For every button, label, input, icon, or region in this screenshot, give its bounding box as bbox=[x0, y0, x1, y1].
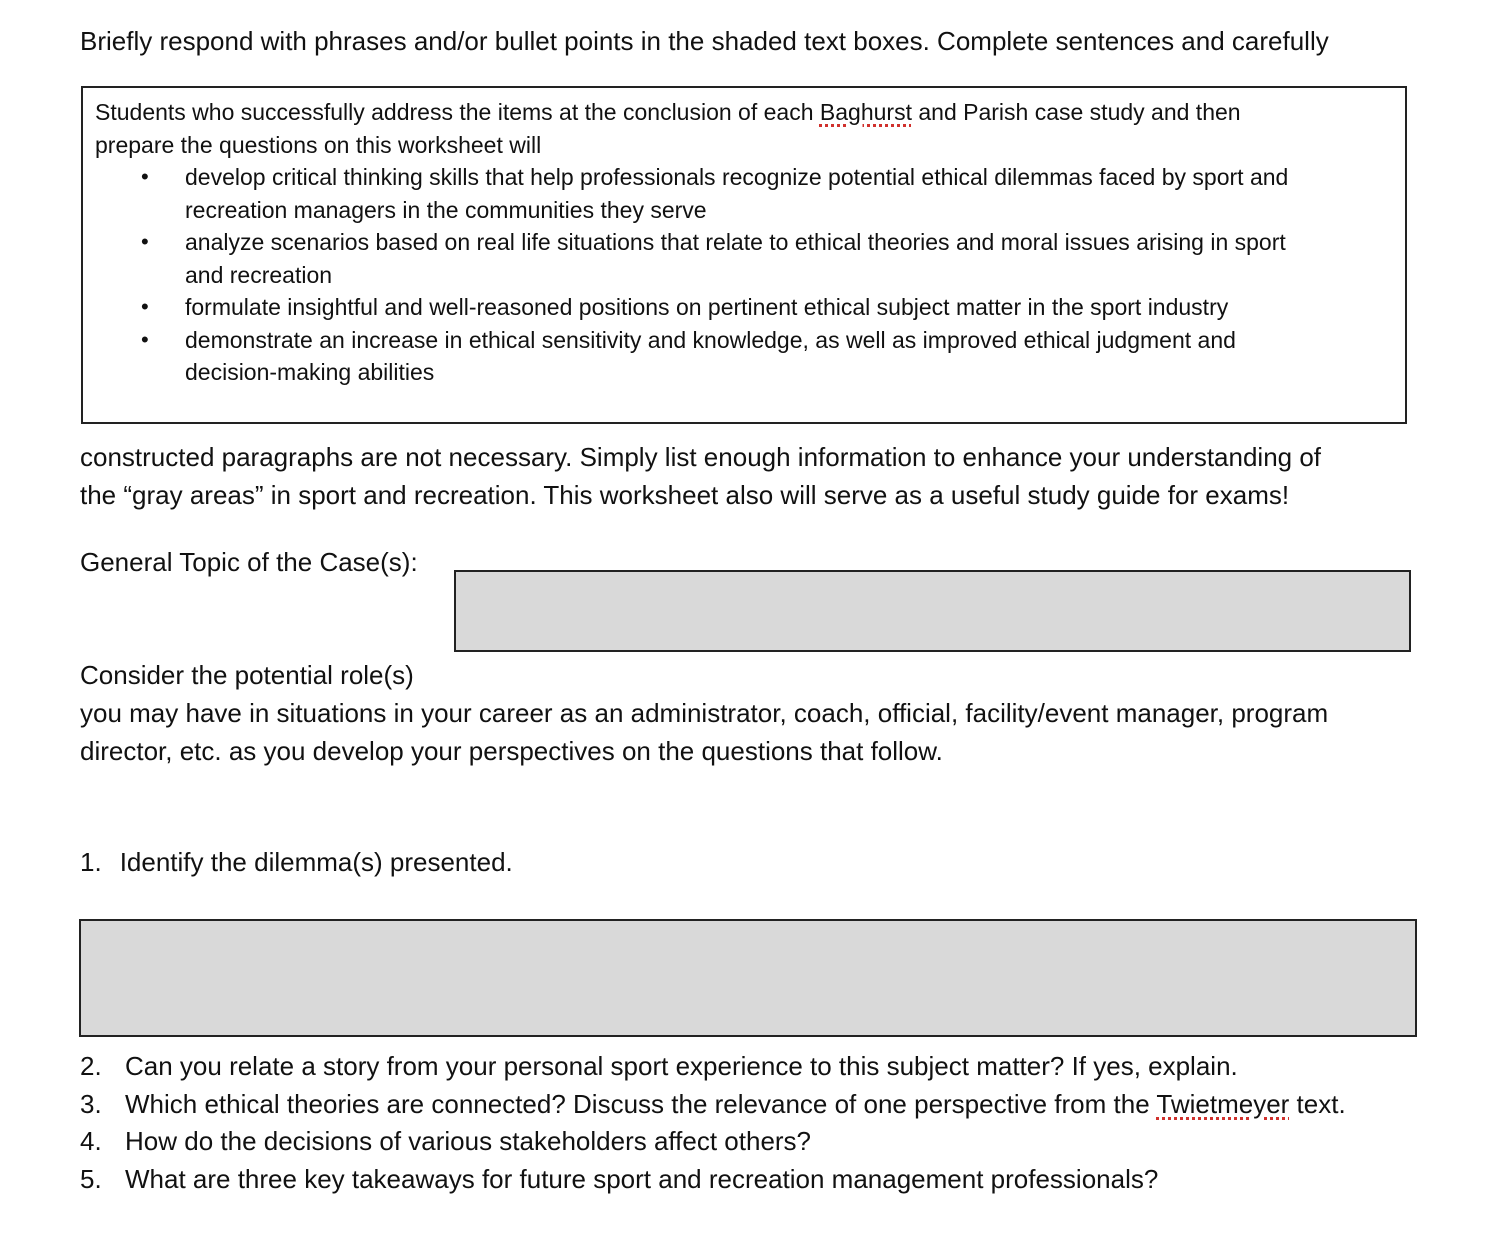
bullet-icon: • bbox=[141, 164, 149, 189]
list-item: • analyze scenarios based on real life situations that relate to ethical theories and moral issues arising in sport and recreation bbox=[95, 226, 1393, 291]
learning-objectives-box bbox=[81, 86, 1407, 424]
dilemma-answer-box[interactable] bbox=[79, 919, 1417, 1037]
question-list bbox=[80, 1048, 1346, 1198]
bullet-icon: • bbox=[141, 294, 149, 319]
question-3: 3. Which ethical theories are connected? Discuss the relevance of one perspective from the Twietmeyer text. bbox=[80, 1088, 1346, 1119]
general-topic-label: General Topic of the Case(s): bbox=[80, 547, 418, 577]
objectives-lead-line-1: Students who successfully address the items at the conclusion of each Baghurst and Parish case study and then bbox=[95, 99, 1241, 125]
question-4: 4. How do the decisions of various stakeholders affect others? bbox=[80, 1126, 812, 1156]
question-1: 1. Identify the dilemma(s) presented. bbox=[80, 847, 513, 877]
question-5: 5. What are three key takeaways for future sport and recreation management professionals? bbox=[80, 1163, 1159, 1194]
question-2: 2. Can you relate a story from your personal sport experience to this subject matter? If yes, explain. bbox=[80, 1051, 1238, 1081]
bullet-icon: • bbox=[141, 229, 149, 254]
objectives-lead bbox=[95, 96, 1393, 161]
instructions-continuation: constructed paragraphs are not necessary. Simply list enough information to enhance your understanding of the “gray areas” in sport and recreation. This worksheet also will serve as a useful study guide for exams! bbox=[80, 442, 1322, 510]
list-item: • develop critical thinking skills that help professionals recognize potential ethical dilemmas faced by sport and recreation managers in the communities they serve bbox=[95, 161, 1393, 226]
clipped-header-remnant bbox=[300, 0, 1060, 4]
spellcheck-word-baghurst[interactable]: Baghurst bbox=[819, 99, 912, 125]
general-topic-input-box[interactable] bbox=[454, 570, 1411, 652]
list-item: • formulate insightful and well-reasoned positions on pertinent ethical subject matter in the sport industry bbox=[95, 291, 1393, 324]
clipped-header-ink bbox=[300, 0, 1060, 4]
instructions-line-1: Briefly respond with phrases and/or bullet points in the shaded text boxes. Complete sentences and carefully bbox=[80, 26, 1329, 56]
objectives-bullet-list bbox=[95, 161, 1393, 389]
objectives-lead-line-2: prepare the questions on this worksheet will bbox=[95, 131, 542, 158]
consider-roles-paragraph: Consider the potential role(s) you may have in situations in your career as an administrator, coach, official, facility/event manager, program director, etc. as you develop your perspectives on the questions that follow. bbox=[80, 660, 1329, 766]
spellcheck-word-twietmeyer[interactable]: Twietmeyer bbox=[1156, 1088, 1290, 1119]
list-item: • demonstrate an increase in ethical sensitivity and knowledge, as well as improved ethical judgment and decision-making abilities bbox=[95, 324, 1393, 389]
bullet-icon: • bbox=[141, 326, 149, 352]
